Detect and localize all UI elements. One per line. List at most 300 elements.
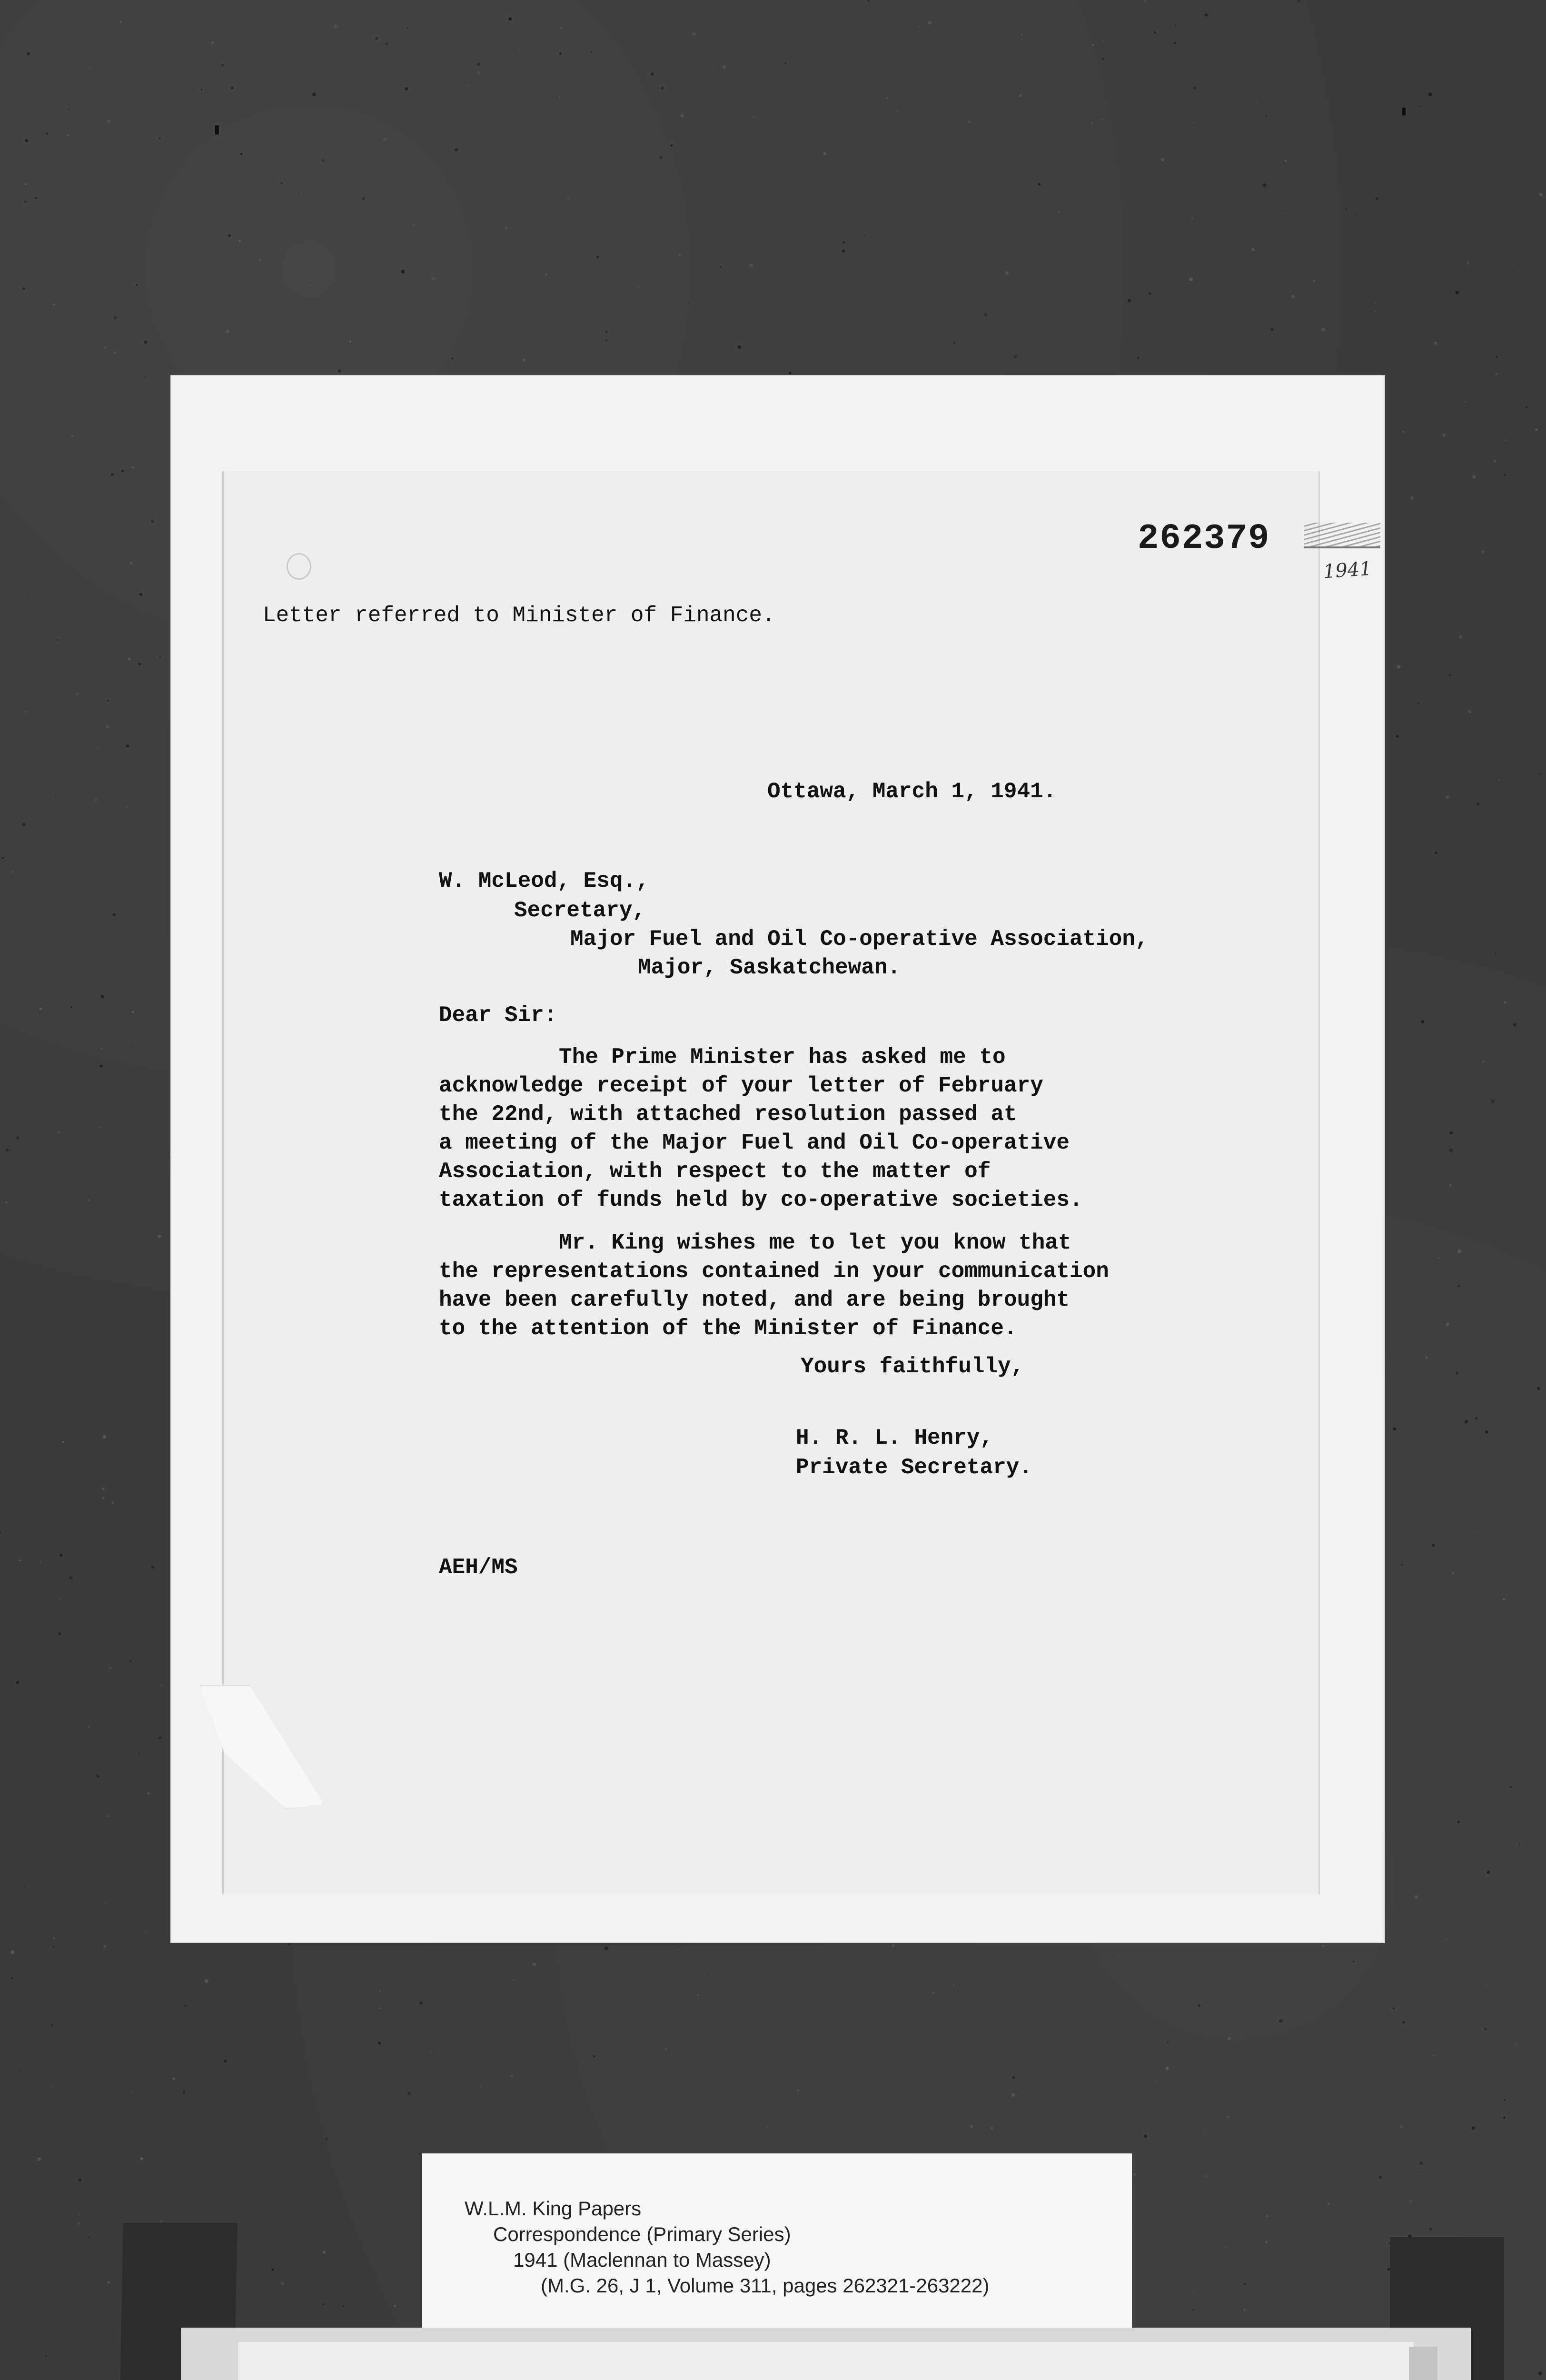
speckle [338, 369, 341, 373]
speckle [322, 2303, 324, 2305]
speckle [1471, 2126, 1475, 2130]
punch-hole [287, 553, 311, 580]
salutation: Dear Sir: [439, 1003, 557, 1028]
speckle [1393, 2007, 1395, 2010]
speckle [596, 256, 599, 258]
speckle [57, 639, 59, 641]
crossed-out-stamp [1304, 523, 1380, 548]
speckle [419, 2002, 423, 2005]
speckle [140, 2157, 143, 2161]
speckle [114, 316, 117, 319]
speckle [1496, 356, 1497, 357]
speckle [258, 259, 261, 261]
body-line: Mr. King wishes me to let you know that [559, 1230, 1071, 1255]
speckle [107, 700, 109, 702]
speckle [59, 1554, 63, 1557]
speckle [1429, 2228, 1432, 2231]
speckle [1457, 1285, 1459, 1287]
speckle [25, 183, 27, 185]
speckle [1446, 1938, 1447, 1939]
speckle [1432, 2054, 1435, 2056]
speckle [591, 51, 593, 53]
speckle [131, 1011, 134, 1013]
speckle [1374, 311, 1376, 313]
speckle [334, 25, 338, 29]
speckle [1038, 183, 1041, 185]
speckle [46, 132, 48, 135]
speckle [139, 593, 143, 596]
speckle [1194, 122, 1195, 123]
address-line: Secretary, [514, 898, 646, 923]
speckle [1291, 295, 1295, 298]
speckle [201, 89, 202, 90]
speckle [11, 1950, 15, 1954]
speckle [1092, 44, 1094, 46]
collection-title: W.L.M. King Papers [465, 2197, 642, 2220]
speckle [1091, 122, 1093, 124]
speckle [1279, 2019, 1283, 2023]
speckle [111, 473, 114, 476]
speckle [184, 2004, 187, 2007]
speckle [1298, 0, 1300, 2]
speckle [131, 1046, 133, 1048]
speckle [205, 1979, 208, 1983]
speckle [1322, 1944, 1325, 1947]
referral-note: Letter referred to Minister of Finance. [263, 603, 775, 628]
speckle [665, 2048, 667, 2051]
speckle [362, 198, 365, 200]
speckle [1193, 2292, 1195, 2293]
speckle [1156, 2080, 1157, 2081]
speckle [1467, 262, 1469, 264]
speckle [101, 995, 104, 998]
speckle [1494, 460, 1496, 462]
speckle [1103, 40, 1104, 42]
speckle [288, 1943, 291, 1946]
speckle [139, 1753, 140, 1754]
speckle [39, 1007, 42, 1010]
speckle [1537, 1387, 1540, 1390]
speckle [1487, 1871, 1490, 1874]
speckle [1149, 292, 1151, 295]
speckle [1425, 1356, 1428, 1359]
speckle [45, 2355, 47, 2356]
speckle [1446, 795, 1449, 799]
speckle [51, 2024, 53, 2026]
speckle [1504, 1001, 1506, 1004]
collection-label [422, 2153, 1132, 2334]
speckle [23, 1887, 24, 1888]
speckle [1421, 1020, 1425, 1023]
speckle [364, 155, 365, 156]
dateline: Ottawa, March 1, 1941. [767, 779, 1057, 804]
speckle [11, 1977, 13, 1979]
speckle [785, 63, 786, 64]
speckle [69, 1576, 73, 1580]
speckle [1192, 2309, 1194, 2311]
speckle [99, 1126, 101, 1128]
speckle [28, 1116, 30, 1118]
speckle [160, 2221, 162, 2222]
speckle [1166, 2067, 1169, 2070]
speckle [753, 117, 755, 118]
speckle [1313, 279, 1315, 282]
speckle [693, 32, 696, 36]
speckle [842, 241, 845, 244]
speckle [1475, 1417, 1478, 1419]
speckle [1443, 434, 1446, 437]
speckle [375, 37, 378, 40]
speckle [159, 1736, 161, 1739]
speckle [477, 63, 480, 66]
speckle [1450, 1131, 1453, 1134]
speckle [886, 97, 888, 99]
speckle [896, 110, 898, 112]
speckle [53, 303, 56, 306]
address-line: Major, Saskatchewan. [638, 955, 901, 980]
speckle [1486, 1985, 1487, 1986]
speckle [985, 340, 986, 341]
speckle [1397, 665, 1401, 669]
speckle [100, 1048, 103, 1050]
speckle [130, 562, 132, 565]
speckle [1101, 119, 1103, 120]
speckle [1265, 115, 1267, 116]
speckle [991, 2127, 993, 2129]
speckle [1485, 1430, 1488, 1434]
speckle [27, 52, 30, 55]
speckle [1144, 0, 1146, 2]
speckle [651, 72, 654, 76]
speckle [1012, 2076, 1015, 2079]
speckle [10, 405, 12, 406]
speckle [559, 97, 561, 98]
body-line: the representations contained in your communication [439, 1259, 1109, 1284]
speckle [1193, 87, 1196, 89]
speckle [401, 270, 405, 274]
speckle [1133, 2226, 1134, 2227]
speckle [151, 1566, 155, 1569]
speckle [50, 2085, 51, 2086]
speckle [1519, 1844, 1520, 1845]
speckle [1019, 94, 1022, 97]
speckle [22, 288, 25, 290]
speckle [96, 747, 97, 748]
letter-sheet [171, 376, 1384, 1942]
speckle [1402, 2021, 1405, 2023]
speckle [1154, 31, 1156, 34]
speckle [105, 1902, 107, 1904]
speckle [1418, 703, 1419, 704]
speckle [1102, 58, 1104, 60]
speckle [1503, 1598, 1505, 1600]
speckle [258, 303, 259, 304]
speckle [380, 1990, 381, 1992]
speckle [1446, 1322, 1450, 1326]
speckle [1328, 2202, 1330, 2205]
speckle [221, 64, 224, 67]
speckle [136, 284, 138, 286]
speckle [1535, 428, 1538, 431]
speckle [1205, 2175, 1208, 2178]
speckle [1518, 271, 1519, 272]
body-line: Association, with respect to the matter of [439, 1159, 991, 1184]
speckle [158, 1235, 161, 1239]
speckle [1526, 406, 1528, 408]
speckle [224, 2060, 227, 2063]
signature-name: H. R. L. Henry, [796, 1426, 993, 1450]
speckle [183, 2092, 185, 2094]
speckle [1058, 210, 1061, 213]
speckle [661, 86, 664, 89]
speckle [281, 182, 283, 184]
speckle [11, 871, 14, 873]
speckle [953, 1984, 955, 1986]
speckle [1284, 160, 1287, 162]
speckle [1225, 2247, 1226, 2248]
speckle [1459, 635, 1462, 639]
speckle [1128, 299, 1131, 302]
speckle [38, 2157, 41, 2161]
speckle [160, 1685, 162, 1686]
speckle [1011, 2093, 1015, 2097]
speckle [637, 286, 639, 288]
speckle [1432, 1544, 1435, 1547]
film-scratch-mark: ' [1399, 102, 1408, 136]
speckle [1244, 2283, 1246, 2285]
speckle [112, 1502, 114, 1504]
speckle [467, 85, 469, 86]
speckle [405, 87, 408, 90]
speckle [1465, 401, 1466, 403]
speckle [22, 823, 26, 826]
speckle [545, 274, 547, 276]
speckle [1, 857, 4, 859]
speckle [1448, 674, 1451, 676]
speckle [1189, 278, 1193, 281]
speckle [1402, 431, 1404, 433]
speckle [159, 656, 161, 658]
speckle [88, 2236, 90, 2238]
speckle [1137, 357, 1140, 359]
speckle [1175, 25, 1176, 26]
speckle [1228, 2037, 1231, 2040]
speckle [505, 227, 507, 229]
speckle [523, 359, 525, 362]
speckle [281, 2282, 284, 2285]
speckle [559, 52, 562, 55]
speckle [132, 2092, 134, 2093]
speckle [697, 1994, 699, 1996]
speckle [737, 345, 741, 349]
speckle [95, 799, 98, 802]
speckle [378, 2042, 381, 2044]
speckle [360, 320, 361, 321]
archives-label-edge [1409, 2347, 1437, 2380]
speckle [78, 2222, 80, 2224]
speckle [513, 1979, 515, 1981]
speckle [1505, 440, 1506, 441]
speckle [1468, 710, 1471, 713]
speckle [1457, 1250, 1461, 1253]
speckle [1504, 2100, 1506, 2102]
speckle [28, 598, 29, 599]
speckle [430, 2051, 431, 2053]
speckle [67, 134, 69, 136]
speckle [70, 1006, 72, 1008]
speckle [797, 2090, 799, 2092]
speckle [1375, 303, 1376, 304]
speckle [301, 193, 303, 195]
speckle [88, 1726, 90, 1729]
speckle [593, 2055, 595, 2057]
speckle [5, 1201, 7, 1203]
speckle [1484, 2028, 1487, 2031]
speckle [386, 42, 388, 45]
speckle [19, 1560, 21, 1562]
speckle [20, 2070, 21, 2071]
speckle [1321, 327, 1325, 331]
speckle [76, 693, 79, 695]
speckle [128, 657, 131, 660]
speckle [6, 1149, 9, 1151]
speckle [678, 254, 681, 257]
speckle [407, 28, 408, 29]
speckle [1118, 1955, 1119, 1956]
speckle [1379, 2176, 1382, 2179]
speckle [238, 239, 241, 242]
speckle [325, 2138, 327, 2141]
speckle [1435, 852, 1437, 854]
speckle [102, 1497, 105, 1499]
speckle [102, 1435, 106, 1438]
speckle [1509, 1786, 1512, 1788]
speckle [103, 1945, 107, 1948]
speckle [1474, 1531, 1475, 1532]
speckle [1428, 92, 1432, 96]
speckle [1144, 2134, 1147, 2138]
handwritten-year: 1941 [1322, 557, 1373, 583]
speckle [720, 266, 722, 268]
speckle [379, 2007, 381, 2009]
speckle [558, 175, 559, 176]
speckle [1496, 373, 1498, 376]
collection-volume-range: 1941 (Maclennan to Massey) [513, 2249, 771, 2271]
archives-label [181, 2328, 1471, 2380]
speckle [928, 21, 932, 25]
speckle [231, 86, 234, 89]
speckle [1524, 1583, 1525, 1584]
speckle [1167, 2041, 1169, 2043]
speckle [413, 224, 415, 226]
speckle [211, 41, 214, 44]
speckle [688, 303, 689, 304]
speckle [455, 148, 458, 152]
speckle [310, 285, 311, 287]
speckle [70, 435, 73, 438]
speckle [481, 2086, 482, 2087]
speckle [1452, 1572, 1455, 1575]
speckle [1465, 1420, 1468, 1423]
speckle [567, 197, 569, 198]
body-line: acknowledge receipt of your letter of February [439, 1073, 1043, 1098]
speckle [394, 2305, 396, 2307]
speckle [144, 376, 146, 377]
speckle [109, 1667, 111, 1669]
speckle [16, 1681, 20, 1684]
speckle [322, 159, 325, 162]
speckle [102, 1488, 104, 1490]
speckle [1539, 193, 1543, 197]
speckle [1455, 291, 1459, 295]
archives-label-face [238, 2342, 1414, 2380]
closing: Yours faithfully, [801, 1354, 1024, 1379]
speckle [868, 0, 870, 1]
speckle [132, 466, 134, 468]
speckle [173, 2077, 175, 2080]
body-line: to the attention of the Minister of Finance. [439, 1316, 1017, 1341]
speckle [1284, 212, 1285, 213]
speckle [1243, 2309, 1246, 2311]
speckle [87, 1199, 89, 1201]
speckle [708, 1973, 709, 1974]
speckle [17, 1137, 19, 1139]
speckle [1515, 2043, 1517, 2046]
speckle [1005, 271, 1009, 275]
speckle [1456, 1372, 1458, 1374]
speckle [1539, 773, 1541, 775]
speckle [451, 357, 454, 360]
speckle [0, 1532, 1, 1534]
speckle [1419, 106, 1421, 108]
document-number-stamp: 262379 [1138, 519, 1270, 559]
speckle [96, 1775, 99, 1778]
speckle [1419, 2162, 1423, 2165]
speckle [89, 67, 90, 69]
speckle [560, 27, 562, 29]
speckle [1198, 2004, 1200, 2007]
speckle [953, 342, 955, 344]
speckle [59, 1598, 61, 1600]
speckle [1482, 1060, 1485, 1062]
speckle [114, 352, 116, 354]
speckle [1415, 1895, 1418, 1899]
speckle [1503, 2116, 1506, 2119]
speckle [1133, 2173, 1136, 2176]
speckle [519, 50, 521, 51]
speckle [863, 235, 865, 236]
speckle [511, 2074, 513, 2077]
speckle [1174, 42, 1176, 44]
speckle [226, 330, 229, 333]
speckle [24, 200, 27, 203]
address-line: Major Fuel and Oil Co-operative Association, [570, 927, 1149, 952]
speckle [671, 144, 673, 147]
collection-reference: (M.G. 26, J 1, Volume 311, pages 262321-263222) [541, 2274, 990, 2297]
speckle [1409, 2200, 1412, 2202]
speckle [25, 139, 28, 142]
speckle [1400, 2125, 1403, 2129]
speckle [432, 277, 435, 280]
speckle [144, 340, 148, 344]
speckle [120, 21, 122, 23]
speckle [1271, 328, 1273, 331]
speckle [1161, 158, 1164, 161]
speckle [99, 1065, 102, 1068]
speckle [681, 114, 684, 118]
speckle [312, 92, 316, 96]
speckle [605, 331, 607, 333]
